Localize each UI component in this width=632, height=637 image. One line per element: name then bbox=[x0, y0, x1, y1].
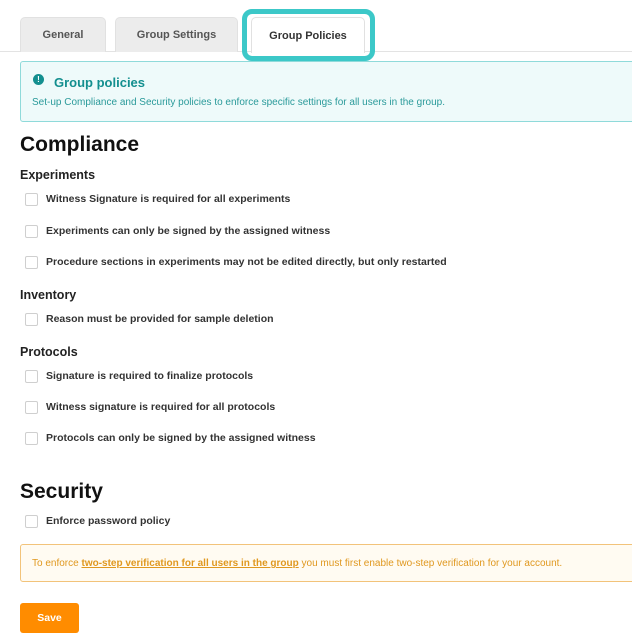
checkbox[interactable] bbox=[25, 256, 38, 269]
warning-text bbox=[32, 558, 562, 569]
two-step-verification-link[interactable]: two-step verification for all users in the group bbox=[81, 558, 299, 569]
checkbox[interactable] bbox=[25, 225, 38, 238]
policy-witness-signature-experiments[interactable] bbox=[25, 192, 290, 206]
protocols-heading: Protocols bbox=[20, 345, 78, 359]
tab-group-settings[interactable]: Group Settings bbox=[115, 17, 238, 52]
warning-prefix: To enforce bbox=[32, 558, 82, 569]
inventory-heading: Inventory bbox=[20, 288, 77, 302]
policy-witness-signature-protocols[interactable] bbox=[25, 400, 275, 414]
checkbox-label: Enforce password policy bbox=[46, 515, 171, 527]
security-heading: Security bbox=[20, 480, 103, 503]
checkbox[interactable] bbox=[25, 401, 38, 414]
checkbox[interactable] bbox=[25, 193, 38, 206]
checkbox[interactable] bbox=[25, 515, 38, 528]
tab-general[interactable]: General bbox=[20, 17, 106, 52]
checkbox-label: Witness Signature is required for all experiments bbox=[46, 193, 291, 205]
two-step-warning bbox=[20, 544, 632, 582]
info-circle-icon: ! bbox=[33, 74, 44, 85]
policy-signature-finalize-protocols[interactable] bbox=[25, 369, 253, 383]
save-button[interactable]: Save bbox=[20, 603, 79, 633]
compliance-heading: Compliance bbox=[20, 133, 140, 156]
warning-suffix: you must first enable two-step verification for your account. bbox=[298, 558, 563, 569]
tab-bar bbox=[0, 0, 632, 52]
experiments-heading: Experiments bbox=[20, 168, 96, 182]
checkbox-label: Signature is required to finalize protocols bbox=[46, 370, 254, 382]
checkbox-label: Procedure sections in experiments may not be edited directly, but only restarted bbox=[46, 256, 447, 268]
policy-procedure-sections-restart[interactable] bbox=[25, 255, 447, 269]
policy-sample-deletion-reason[interactable] bbox=[25, 312, 274, 326]
info-title: Group policies bbox=[54, 75, 146, 90]
info-callout bbox=[20, 61, 632, 122]
checkbox-label: Protocols can only be signed by the assigned witness bbox=[46, 432, 316, 444]
checkbox[interactable] bbox=[25, 432, 38, 445]
policy-experiments-assigned-witness[interactable] bbox=[25, 224, 330, 238]
info-description: Set-up Compliance and Security policies to enforce specific settings for all users in the group. bbox=[32, 97, 445, 108]
policy-enforce-password[interactable] bbox=[25, 514, 170, 528]
checkbox-label: Experiments can only be signed by the assigned witness bbox=[46, 225, 331, 237]
checkbox[interactable] bbox=[25, 313, 38, 326]
checkbox-label: Witness signature is required for all protocols bbox=[46, 401, 276, 413]
checkbox[interactable] bbox=[25, 370, 38, 383]
tab-group-policies[interactable]: Group Policies bbox=[251, 17, 365, 53]
policy-protocols-assigned-witness[interactable] bbox=[25, 431, 316, 445]
checkbox-label: Reason must be provided for sample deletion bbox=[46, 313, 274, 325]
